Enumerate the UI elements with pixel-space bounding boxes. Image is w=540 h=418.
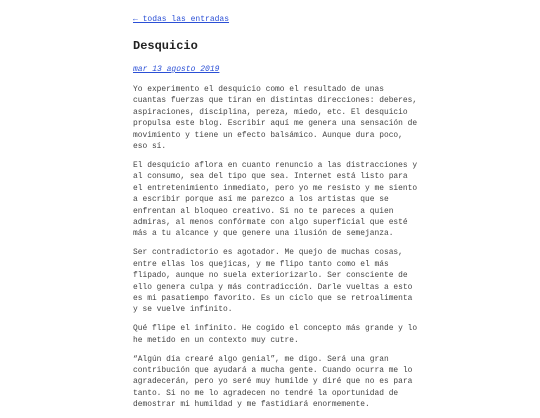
post-date-link[interactable]: mar 13 agosto 2019 [133, 65, 220, 74]
paragraph: Qué flipe el infinito. He cogido el concepto más grande y lo he metido en un contexto muy cutre. [133, 324, 418, 345]
paragraph: El desquicio aflora en cuanto renuncio a las distracciones y al consumo, sea del tipo que sea. Internet está listo para el entretenimiento inmediato, pero yo me resisto y me siento a escribir porque así me parezco a los artistas que se enfrentan al bloqueo creativo. Si no te pareces a quien admiras, al menos confórmate con algo superficial que esté más a tu alcance y que genere una ilusión de semejanza. [133, 160, 418, 239]
back-to-all-entries-link[interactable]: ← todas las entradas [133, 15, 230, 24]
post-title: Desquicio [133, 39, 198, 53]
paragraph: “Algún día crearé algo genial”, me digo. Será una gran contribución que ayudará a mucha gente. Cuando ocurra me lo agradecerán, pero yo seré muy humilde y diré que no es para tanto. Si no me lo agradecen no tendré la oportunidad de demostrar mi humildad y me fastidiará enormemente. [133, 354, 413, 410]
blog-post [133, 14, 418, 418]
post-body [133, 84, 418, 411]
paragraph: Ser contradictorio es agotador. Me quejo de muchas cosas, entre ellas los quejicas, y me flipo tanto como el más flipado, aunque no suela exteriorizarlo. Ser consciente de ello genera culpa y más contradicción. Darle vueltas a esto es mi pasatiempo favorito. Es un ciclo que se retroalimenta y se vuelve infinito. [133, 248, 413, 315]
paragraph: Yo experimento el desquicio como el resultado de unas cuantas fuerzas que tiran en distintas direcciones: deberes, aspiraciones, disciplina, pereza, miedo, etc. El desquicio propulsa este blog. Escribir aquí me genera una sensación de movimiento y tiene un efecto balsámico. Aunque dura poco, eso sí. [133, 85, 418, 152]
